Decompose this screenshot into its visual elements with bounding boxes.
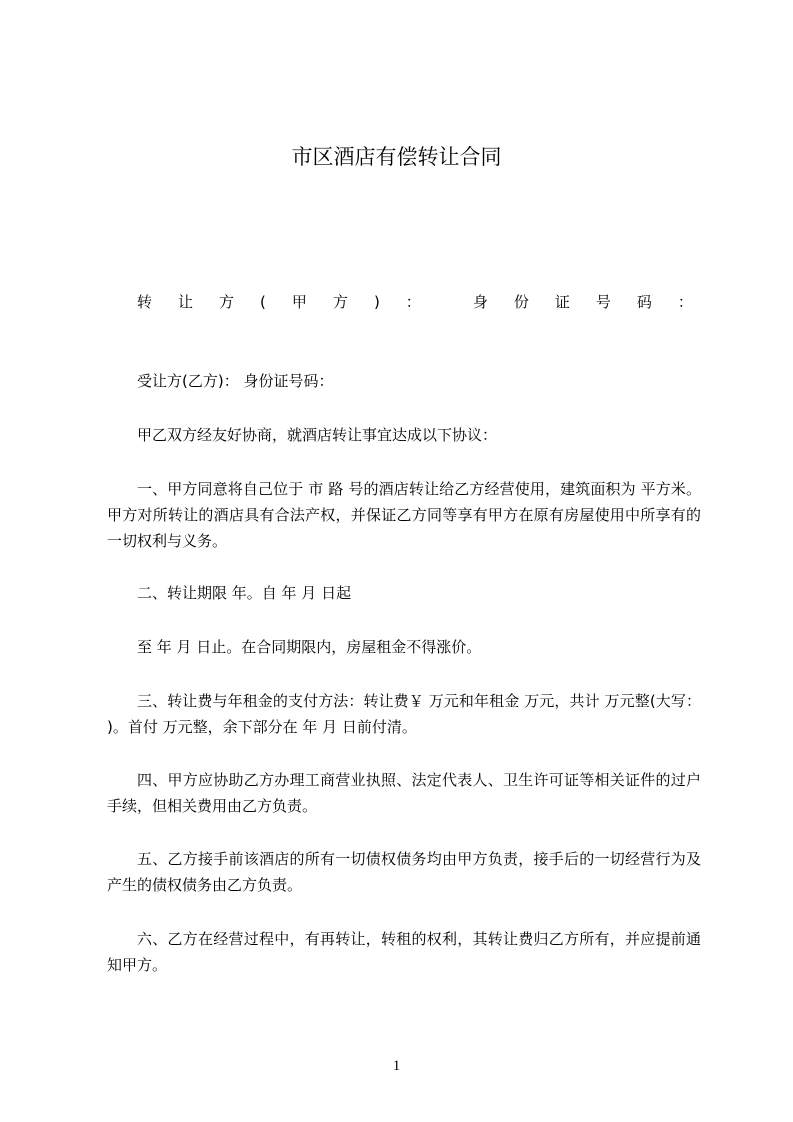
party-a-char: 让	[178, 293, 194, 311]
party-a-line	[137, 291, 693, 313]
party-a-char: 码	[636, 293, 652, 311]
clause-3: 三、转让费与年租金的支付方法：转让费￥ 万元和年租金 万元，共计 万元整(大写： )。首付 万元整，余下部分在 年 月 日前付清。	[107, 692, 701, 736]
clause-5: 五、乙方接手前该酒店的所有一切债权债务均由甲方负责，接手后的一切经营行为及产生的债权债务由乙方负责。	[107, 850, 701, 894]
party-a-char: 甲	[291, 293, 307, 311]
party-a-char: 证	[554, 293, 570, 311]
party-a-char: 方	[332, 293, 348, 311]
party-a-char: 身	[472, 293, 488, 311]
clause-4: 四、甲方应协助乙方办理工商营业执照、法定代表人、卫生许可证等相关证件的过户手续，但相关费用由乙方负责。	[107, 771, 701, 815]
party-a-char: (	[260, 293, 266, 311]
clause-1: 一、甲方同意将自己位于 市 路 号的酒店转让给乙方经营使用，建筑面积为 平方米。甲方对所转让的酒店具有合法产权，并保证乙方同等享有甲方在原有房屋使用中所享有的一切权利与义务。	[107, 480, 701, 550]
party-a-char: 方	[219, 293, 235, 311]
party-a-char: ：	[405, 293, 421, 311]
party-a-char: 份	[513, 293, 529, 311]
clause-6: 六、乙方在经营过程中，有再转让，转租的权利，其转让费归乙方所有，并应提前通知甲方。	[107, 930, 701, 974]
party-a-char: 转	[137, 293, 153, 311]
document-title: 市区酒店有偿转让合同	[291, 145, 502, 169]
party-a-char: ：	[677, 293, 693, 311]
party-a-char: 号	[595, 293, 611, 311]
clause-2-line-2: 至 年 月 日止。在合同期限内，房屋租金不得涨价。	[137, 638, 482, 656]
party-a-char: )	[373, 293, 380, 311]
party-b-line: 受让方(乙方)： 身份证号码：	[137, 372, 334, 390]
intro-paragraph: 甲乙双方经友好协商，就酒店转让事宜达成以下协议：	[137, 426, 498, 444]
page-number: 1	[392, 1058, 401, 1074]
clause-2-line-1: 二、转让期限 年。自 年 月 日起	[137, 584, 352, 602]
